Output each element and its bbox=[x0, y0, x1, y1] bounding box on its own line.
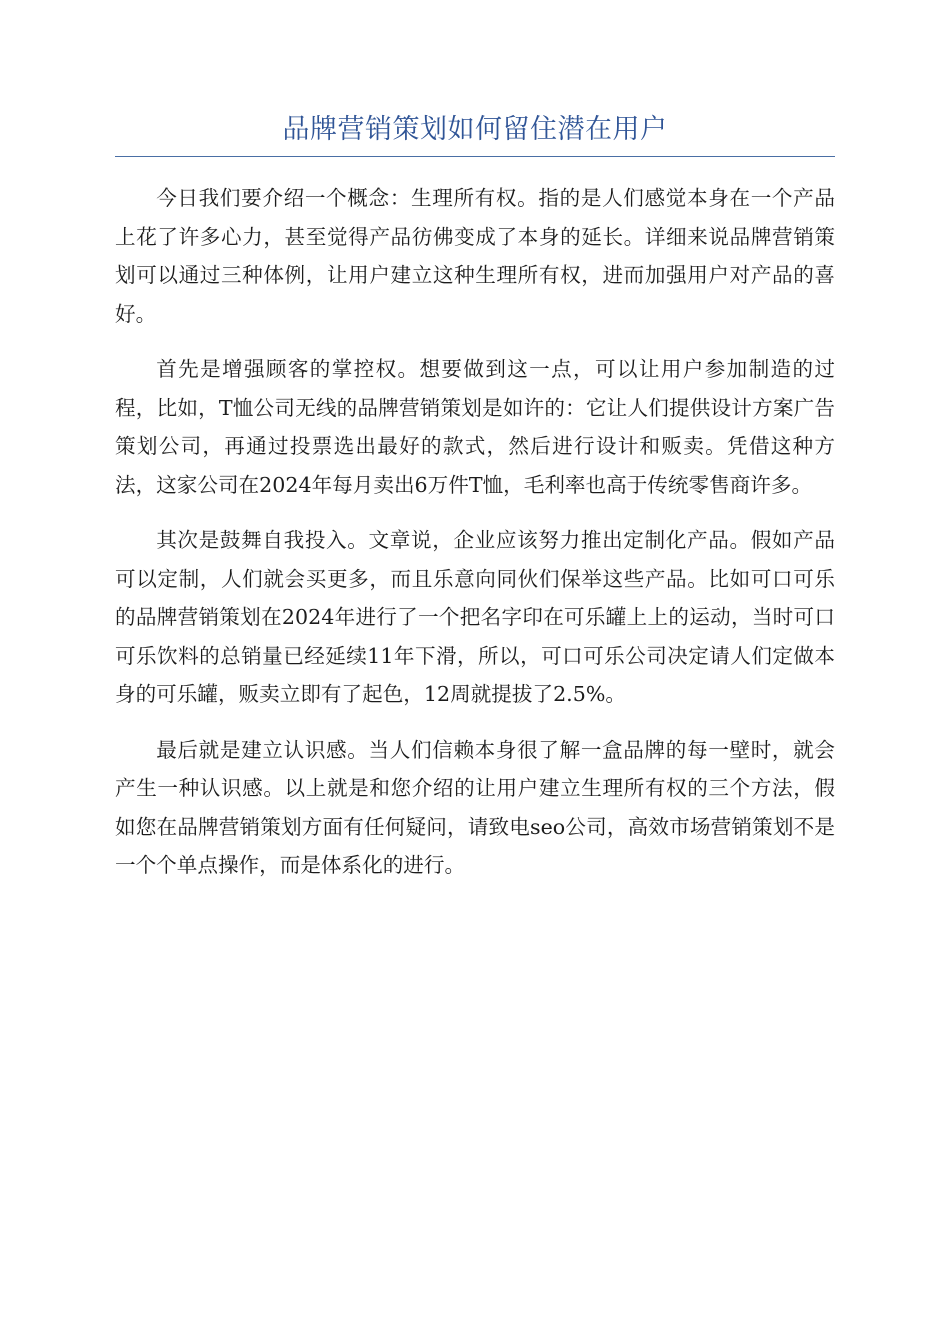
paragraph-3: 其次是鼓舞自我投入。文章说，企业应该努力推出定制化产品。假如产品可以定制，人们就会买更多，而且乐意向同伙们保举这些产品。比如可口可乐的品牌营销策划在2024年进行了一个把名字印在可乐罐上上的运动，当时可口可乐饮料的总销量已经延续11年下滑，所以，可口可乐公司决定请人们定做本身的可乐罐，贩卖立即有了起色，12周就提拔了2.5%。 bbox=[115, 528, 835, 706]
document-title: 品牌营销策划如何留住潜在用户 bbox=[282, 114, 668, 145]
paragraph-2: 首先是增强顾客的掌控权。想要做到这一点，可以让用户参加制造的过程，比如，T恤公司无线的品牌营销策划是如许的：它让人们提供设计方案广告策划公司，再通过投票选出最好的款式，然后进行设计和贩卖。凭借这种方法，这家公司在2024年每月卖出6万件T恤，毛利率也高于传统零售商许多。 bbox=[115, 357, 835, 497]
paragraph-1: 今日我们要介绍一个概念：生理所有权。指的是人们感觉本身在一个产品上花了许多心力，甚至觉得产品彷佛变成了本身的延长。详细来说品牌营销策划可以通过三种体例，让用户建立这种生理所有权，进而加强用户对产品的喜好。 bbox=[115, 186, 835, 326]
document-page bbox=[115, 108, 835, 902]
paragraph-4: 最后就是建立认识感。当人们信赖本身很了解一盒品牌的每一壁时，就会产生一种认识感。以上就是和您介绍的让用户建立生理所有权的三个方法，假如您在品牌营销策划方面有任何疑问，请致电seo公司，高效市场营销策划不是一个个单点操作，而是体系化的进行。 bbox=[115, 737, 835, 877]
title-block bbox=[115, 108, 835, 157]
